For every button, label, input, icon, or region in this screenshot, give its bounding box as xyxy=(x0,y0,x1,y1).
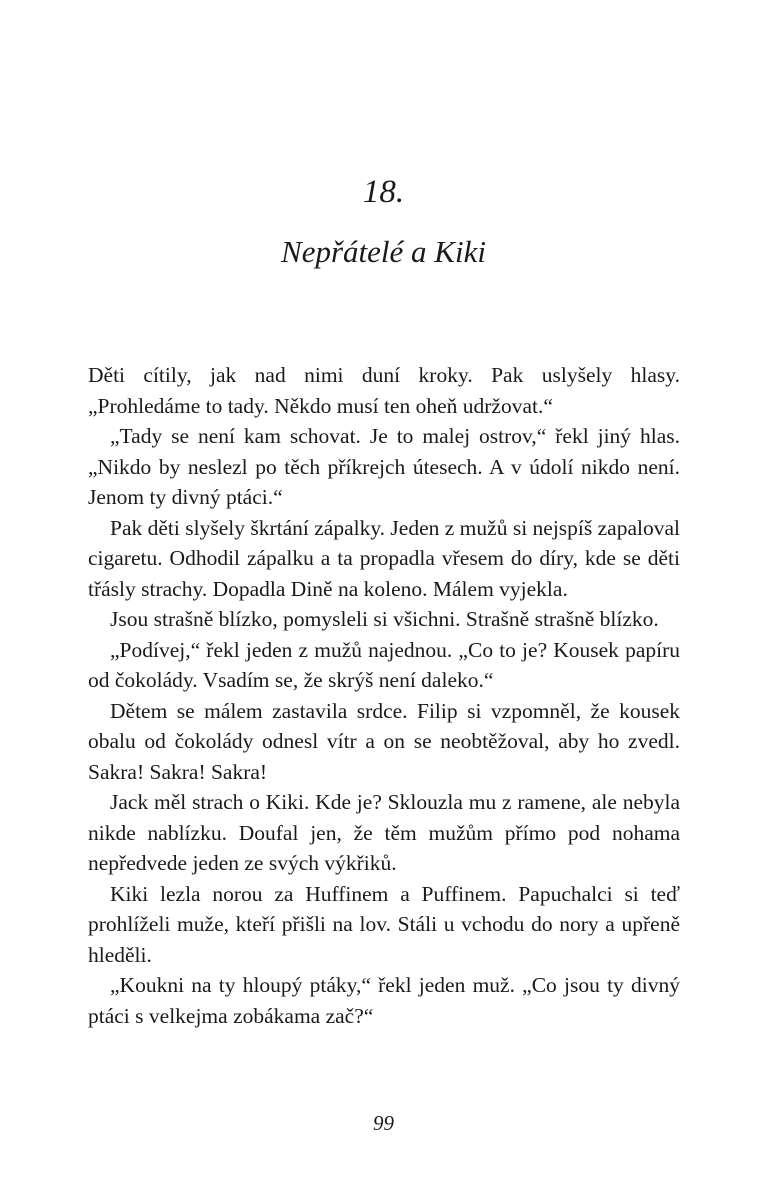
paragraph: „Podívej,“ řekl jeden z mužů najednou. „Co to je? Kousek papíru od čokolády. Vsadím se, že skrýš není daleko.“ xyxy=(88,637,680,692)
chapter-number: 18. xyxy=(362,174,405,210)
paragraph: Děti cítily, jak nad nimi duní kroky. Pak uslyšely hlasy. „Prohledáme to tady. Někdo musí ten oheň udržovat.“ xyxy=(88,363,680,418)
chapter-title: Nepřátelé a Kiki xyxy=(281,234,486,269)
paragraph: Dětem se málem zastavila srdce. Filip si vzpomněl, že kousek obalu od čokolády odnesl vítr a on se neobtěžoval, aby ho zvedl. Sakra! Sakra! Sakra! xyxy=(88,698,680,784)
paragraph: Jack měl strach o Kiki. Kde je? Sklouzla mu z ramene, ale nebyla nikde nablízku. Doufal jen, že těm mužům přímo pod nohama nepředvede jeden ze svých výkřiků. xyxy=(88,790,680,875)
paragraph: „Tady se není kam schovat. Je to malej ostrov,“ řekl jiný hlas. „Nikdo by neslezl po těch příkrejch útesech. A v údolí nikdo není. Jenom ty divný ptáci.“ xyxy=(88,424,680,509)
paragraph: Kiki lezla norou za Huffinem a Puffinem. Papuchalci si teď prohlíželi muže, kteří přišli na lov. Stáli u vchodu do nory a upřeně hleděli. xyxy=(88,881,680,967)
paragraph: Pak děti slyšely škrtání zápalky. Jeden z mužů si nejspíš zapaloval cigaretu. Odhodil zápalku a ta propadla vřesem do díry, kde se děti třásly strachy. Dopadla Dině na koleno. Málem vyjekla. xyxy=(88,515,681,601)
page-number: 99 xyxy=(373,1111,394,1135)
paragraph: „Koukni na ty hloupý ptáky,“ řekl jeden muž. „Co jsou ty divný ptáci s velkejma zobákama zač?“ xyxy=(88,973,680,1028)
body-text xyxy=(88,360,680,1031)
paragraph: Jsou strašně blízko, pomysleli si všichni. Strašně strašně blízko. xyxy=(110,607,659,631)
